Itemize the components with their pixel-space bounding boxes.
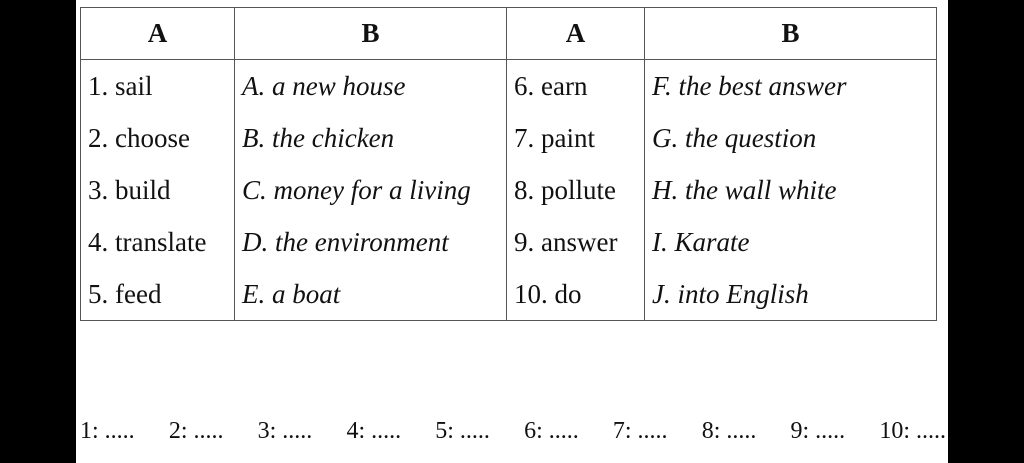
worksheet-page — [76, 0, 948, 463]
column-header-b-left: B — [235, 8, 507, 60]
verb-cell: 4. translate — [81, 216, 235, 268]
verb-cell: 1. sail — [81, 60, 235, 113]
phrase-cell: F. the best answer — [645, 60, 937, 113]
matching-table — [80, 7, 937, 321]
answer-blank-10[interactable]: 10: ..... — [879, 418, 946, 444]
answer-blank-7[interactable]: 7: ..... — [612, 418, 668, 444]
table-row — [81, 164, 937, 216]
answer-blank-2[interactable]: 2: ..... — [168, 418, 224, 444]
table-row — [81, 268, 937, 321]
answer-blanks — [80, 418, 946, 445]
answer-blank-1[interactable]: 1: ..... — [80, 418, 135, 444]
table-row — [81, 112, 937, 164]
verb-cell: 9. answer — [507, 216, 645, 268]
phrase-cell: I. Karate — [645, 216, 937, 268]
verb-cell: 10. do — [507, 268, 645, 321]
phrase-cell: C. money for a living — [235, 164, 507, 216]
phrase-cell: H. the wall white — [645, 164, 937, 216]
phrase-cell: D. the environment — [235, 216, 507, 268]
answer-blank-3[interactable]: 3: ..... — [257, 418, 313, 444]
table-row — [81, 60, 937, 113]
column-header-b-right: B — [645, 8, 937, 60]
answer-blank-6[interactable]: 6: ..... — [524, 418, 579, 444]
column-header-a-left: A — [81, 8, 235, 60]
answer-blank-8[interactable]: 8: ..... — [701, 418, 757, 444]
table-row — [81, 216, 937, 268]
answer-blank-9[interactable]: 9: ..... — [790, 418, 846, 444]
verb-cell: 7. paint — [507, 112, 645, 164]
answer-blank-4[interactable]: 4: ..... — [346, 418, 402, 444]
answer-blank-5[interactable]: 5: ..... — [435, 418, 490, 444]
phrase-cell: G. the question — [645, 112, 937, 164]
verb-cell: 5. feed — [81, 268, 235, 321]
phrase-cell: J. into English — [645, 268, 937, 321]
verb-cell: 6. earn — [507, 60, 645, 113]
phrase-cell: E. a boat — [235, 268, 507, 321]
table-header-row — [81, 8, 937, 60]
verb-cell: 8. pollute — [507, 164, 645, 216]
column-header-a-right: A — [507, 8, 645, 60]
verb-cell: 3. build — [81, 164, 235, 216]
phrase-cell: A. a new house — [235, 60, 507, 113]
verb-cell: 2. choose — [81, 112, 235, 164]
phrase-cell: B. the chicken — [235, 112, 507, 164]
